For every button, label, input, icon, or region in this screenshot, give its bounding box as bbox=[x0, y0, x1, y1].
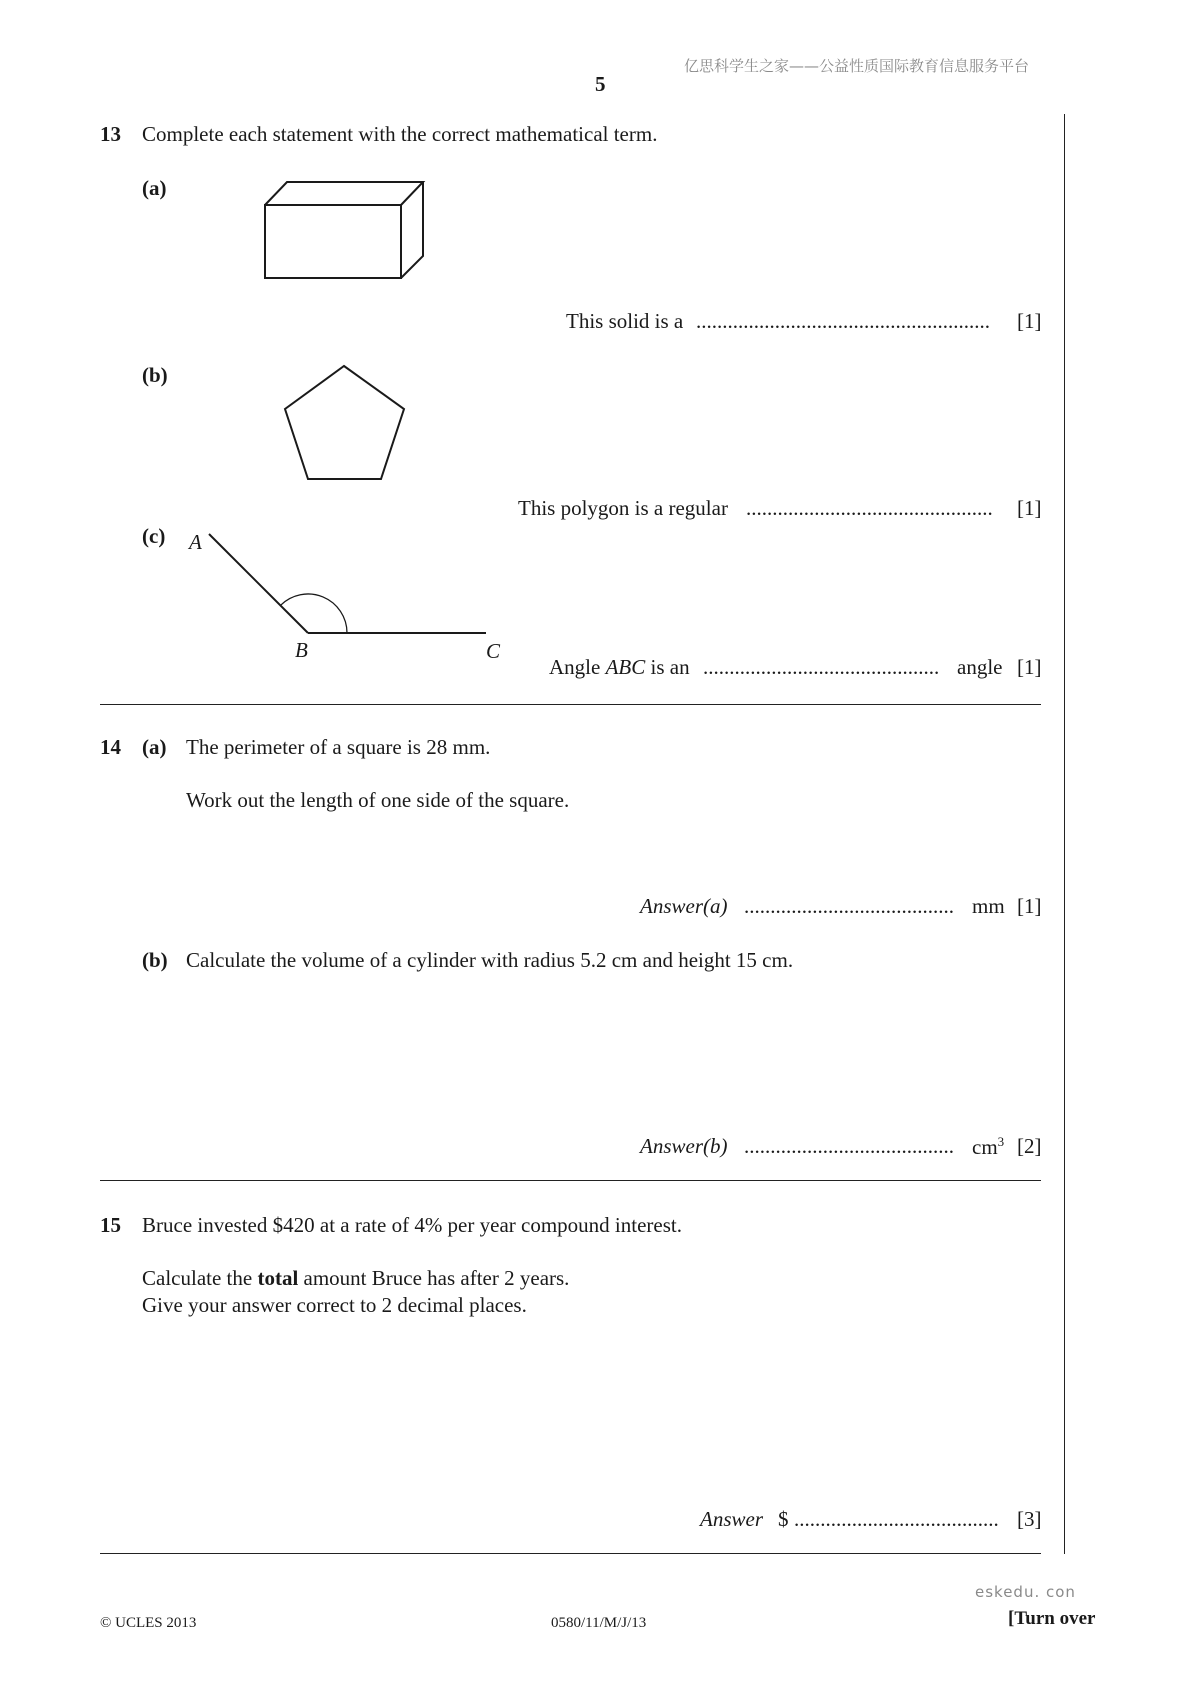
q14a-line1: The perimeter of a square is 28 mm. bbox=[186, 735, 491, 759]
footer-copyright: © UCLES 2013 bbox=[100, 1615, 197, 1631]
q14a-label: (a) bbox=[142, 735, 167, 759]
q13a-answer-prefix: This solid is a bbox=[566, 309, 684, 333]
q15-line2-post: amount Bruce has after 2 years. bbox=[303, 1266, 570, 1290]
q14b-line1: Calculate the volume of a cylinder with radius 5.2 cm and height 15 cm. bbox=[186, 948, 794, 972]
q14a-answer-blank[interactable]: ........................................ bbox=[744, 894, 954, 918]
q15-line2-bold: total bbox=[257, 1266, 299, 1290]
q14b-label: (b) bbox=[142, 948, 168, 972]
q14b-unit-exponent: 3 bbox=[997, 1134, 1005, 1149]
q13c-answer-mid: is an bbox=[650, 655, 690, 679]
page-number: 5 bbox=[595, 72, 606, 96]
q14b-answer-label: Answer(b) bbox=[640, 1134, 728, 1158]
q15-number: 15 bbox=[100, 1213, 121, 1237]
q13c-answer-prefix bbox=[549, 655, 690, 680]
q14b-answer-blank[interactable]: ........................................ bbox=[744, 1134, 954, 1158]
q13c-label: (c) bbox=[142, 524, 166, 548]
q15-marks: [3] bbox=[1017, 1507, 1042, 1531]
q13a-answer-blank[interactable]: ........................................................ bbox=[696, 309, 990, 333]
turn-over: [Turn over bbox=[1008, 1608, 1096, 1629]
q13-number: 13 bbox=[100, 122, 121, 146]
q14b-marks: [2] bbox=[1017, 1134, 1042, 1158]
q14a-answer-label: Answer(a) bbox=[640, 894, 728, 918]
q15-currency: $ bbox=[778, 1507, 789, 1531]
q13-stem: Complete each statement with the correct mathematical term. bbox=[142, 122, 658, 146]
angle-arc bbox=[280, 594, 347, 633]
point-b-label: B bbox=[295, 638, 308, 662]
q14b-unit-text: cm bbox=[972, 1135, 998, 1159]
point-c-label: C bbox=[486, 639, 501, 663]
q15-line2-pre: Calculate the bbox=[142, 1266, 253, 1290]
q15-answer-label: Answer bbox=[700, 1507, 763, 1531]
q13c-answer-word: Angle bbox=[549, 655, 601, 679]
question-divider bbox=[100, 704, 1041, 705]
q13b-label: (b) bbox=[142, 363, 168, 387]
footer-watermark: eskedu. con bbox=[975, 1583, 1076, 1601]
point-a-label: A bbox=[189, 530, 202, 554]
q13c-marks: [1] bbox=[1017, 655, 1042, 679]
q15-line3: Give your answer correct to 2 decimal places. bbox=[142, 1293, 527, 1317]
q13b-answer-prefix: This polygon is a regular bbox=[518, 496, 728, 520]
q14-number: 14 bbox=[100, 735, 121, 759]
q15-answer-blank[interactable]: ....................................... bbox=[794, 1507, 999, 1531]
question-divider bbox=[100, 1553, 1041, 1554]
q15-line1: Bruce invested $420 at a rate of 4% per year compound interest. bbox=[142, 1213, 682, 1237]
q13a-marks: [1] bbox=[1017, 309, 1042, 333]
q13b-marks: [1] bbox=[1017, 496, 1042, 520]
footer-code: 0580/11/M/J/13 bbox=[551, 1615, 647, 1631]
q13a-label: (a) bbox=[142, 176, 167, 200]
header-watermark: 亿思科学生之家——公益性质国际教育信息服务平台 bbox=[684, 57, 1030, 75]
q14a-unit: mm bbox=[972, 894, 1005, 918]
q13b-answer-blank[interactable]: ............................................... bbox=[746, 496, 993, 520]
q13c-answer-suffix: angle bbox=[957, 655, 1003, 679]
q13c-angle-name: ABC bbox=[605, 655, 646, 679]
ray-ba bbox=[209, 534, 308, 633]
q14a-line2: Work out the length of one side of the square. bbox=[186, 788, 570, 812]
q14a-marks: [1] bbox=[1017, 894, 1042, 918]
q15-line2 bbox=[142, 1266, 569, 1291]
question-divider bbox=[100, 1180, 1041, 1181]
q14b-unit bbox=[972, 1134, 1004, 1160]
q13c-answer-blank[interactable]: ............................................. bbox=[703, 655, 940, 679]
